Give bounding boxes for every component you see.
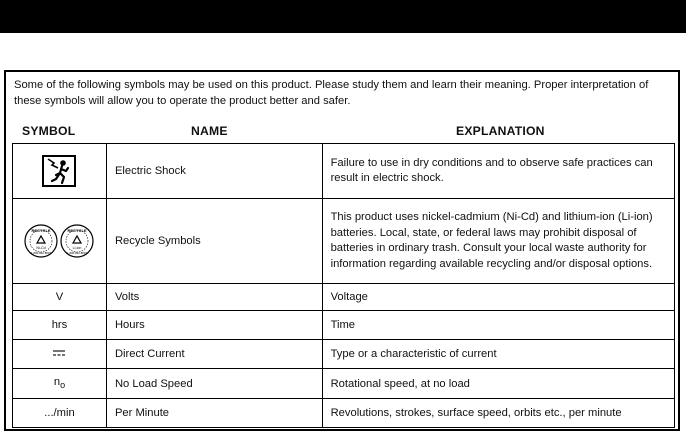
electric-shock-warning-icon <box>42 155 76 187</box>
explanation-cell: Type or a characteristic of current <box>322 340 674 369</box>
explanation-cell: Voltage <box>322 284 674 311</box>
explanation-cell: Failure to use in dry conditions and to observe safe practices can result in electric shock. <box>322 144 674 199</box>
name-cell: Per Minute <box>106 399 322 428</box>
name-cell: Electric Shock <box>106 144 322 199</box>
table-row <box>13 144 675 199</box>
table-row <box>13 399 675 428</box>
top-black-bar <box>0 0 686 33</box>
header-name: NAME <box>191 124 228 138</box>
table-row <box>13 284 675 311</box>
seal-text: RECYCLE <box>67 228 88 233</box>
explanation-cell: Rotational speed, at no load <box>322 369 674 399</box>
header-symbol: SYMBOL <box>22 124 76 138</box>
name-cell: Direct Current <box>106 340 322 369</box>
symbol-cell <box>13 369 107 399</box>
seal-text: 1-800-822-8837 <box>31 251 52 255</box>
table-row <box>13 340 675 369</box>
symbol-cell: V <box>13 284 107 311</box>
symbol-cell: hrs <box>13 311 107 340</box>
seal-text: RECYCLE <box>31 228 52 233</box>
symbol-cell <box>13 144 107 199</box>
table-row <box>13 199 675 284</box>
recycle-nicd-seal-icon <box>24 224 58 258</box>
seal-text: Ni-Cd <box>36 246 47 250</box>
symbol-cell <box>13 340 107 369</box>
no-load-speed-symbol: $n_o$ <box>53 376 66 391</box>
symbol-cell: .../min <box>13 399 107 428</box>
seal-text: Li-ion <box>73 246 82 250</box>
name-cell: No Load Speed <box>106 369 322 399</box>
intro-paragraph: Some of the following symbols may be used on this product. Please study them and learn their meaning. Proper interpretation of these symbols will allow you to operate the product better and safer. <box>14 79 649 107</box>
explanation-cell: This product uses nickel-cadmium (Ni-Cd) and lithium-ion (Li-ion) batteries. Local, state, or federal laws may prohibit disposal of batteries in ordinary trash. Consult your local waste authority for information regarding available recycling and/or disposal options. <box>322 199 674 284</box>
direct-current-icon <box>52 349 66 357</box>
symbols-table <box>12 143 675 428</box>
name-cell: Recycle Symbols <box>106 199 322 284</box>
recycle-seal-icons <box>24 224 94 258</box>
table-row <box>13 311 675 340</box>
symbol-cell <box>13 199 107 284</box>
seal-text: 1-800-822-8837 <box>67 251 88 255</box>
name-cell: Volts <box>106 284 322 311</box>
header-explanation: EXPLANATION <box>456 124 545 138</box>
explanation-cell: Time <box>322 311 674 340</box>
name-cell: Hours <box>106 311 322 340</box>
explanation-cell: Revolutions, strokes, surface speed, orbits etc., per minute <box>322 399 674 428</box>
recycle-liion-seal-icon <box>60 224 94 258</box>
table-row <box>13 369 675 399</box>
